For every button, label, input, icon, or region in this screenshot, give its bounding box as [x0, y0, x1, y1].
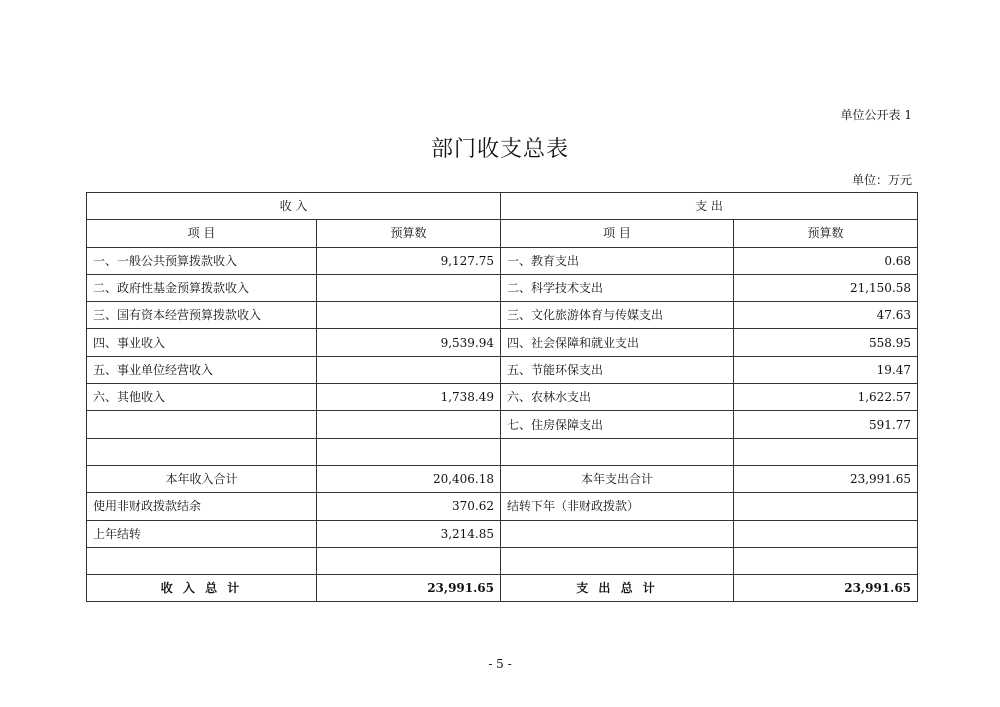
income-item: 上年结转 [87, 520, 317, 547]
income-total-value: 23,991.65 [317, 575, 501, 602]
expense-item [501, 438, 734, 465]
income-item: 使用非财政拨款结余 [87, 493, 317, 520]
expense-value: 558.95 [734, 329, 918, 356]
table-row [87, 520, 918, 547]
income-value: 9,127.75 [317, 247, 501, 274]
income-value [317, 302, 501, 329]
expense-item: 六、农林水支出 [501, 384, 734, 411]
table-row [87, 356, 918, 383]
income-value: 1,738.49 [317, 384, 501, 411]
income-value [317, 438, 501, 465]
expense-value [734, 520, 918, 547]
table-row [87, 438, 918, 465]
income-header: 收 入 [87, 193, 501, 220]
table-row [87, 411, 918, 438]
income-value: 370.62 [317, 493, 501, 520]
income-item-header: 项 目 [87, 220, 317, 247]
total-row [87, 575, 918, 602]
unit-label: 单位：万元 [851, 173, 912, 187]
page-title: 部门收支总表 [430, 137, 569, 162]
income-value: 3,214.85 [317, 520, 501, 547]
table-row [87, 329, 918, 356]
expense-item: 结转下年（非财政拨款） [501, 493, 734, 520]
expense-total-label: 支 出 总 计 [501, 575, 734, 602]
income-subtotal-value: 20,406.18 [317, 465, 501, 492]
expense-value: 21,150.58 [734, 274, 918, 301]
income-value [317, 411, 501, 438]
income-item [87, 438, 317, 465]
income-value [317, 547, 501, 574]
expense-value: 591.77 [734, 411, 918, 438]
table-row [87, 493, 918, 520]
page-number: - 5 - [488, 657, 512, 671]
income-budget-header: 预算数 [317, 220, 501, 247]
expense-item: 七、住房保障支出 [501, 411, 734, 438]
income-item: 四、事业收入 [87, 329, 317, 356]
expense-value [734, 547, 918, 574]
table-row [87, 384, 918, 411]
income-item: 一、一般公共预算拨款收入 [87, 247, 317, 274]
expense-header: 支 出 [501, 193, 918, 220]
income-item: 六、其他收入 [87, 384, 317, 411]
table-row [87, 274, 918, 301]
expense-total-value: 23,991.65 [734, 575, 918, 602]
income-item: 五、事业单位经营收入 [87, 356, 317, 383]
expense-value: 19.47 [734, 356, 918, 383]
income-item [87, 411, 317, 438]
subtotal-row [87, 465, 918, 492]
income-total-label: 收 入 总 计 [87, 575, 317, 602]
expense-item: 四、社会保障和就业支出 [501, 329, 734, 356]
income-value [317, 356, 501, 383]
expense-item: 五、节能环保支出 [501, 356, 734, 383]
expense-item-header: 项 目 [501, 220, 734, 247]
expense-item: 三、文化旅游体育与传媒支出 [501, 302, 734, 329]
income-value [317, 274, 501, 301]
expense-subtotal-value: 23,991.65 [734, 465, 918, 492]
expense-item: 二、科学技术支出 [501, 274, 734, 301]
income-item [87, 547, 317, 574]
income-value: 9,539.94 [317, 329, 501, 356]
expense-value [734, 493, 918, 520]
income-item: 二、政府性基金预算拨款收入 [87, 274, 317, 301]
table-row [87, 547, 918, 574]
column-header-row [87, 220, 918, 247]
expense-budget-header: 预算数 [734, 220, 918, 247]
income-subtotal-label: 本年收入合计 [87, 465, 317, 492]
table-row [87, 247, 918, 274]
expense-value: 0.68 [734, 247, 918, 274]
income-item: 三、国有资本经营预算拨款收入 [87, 302, 317, 329]
expense-subtotal-label: 本年支出合计 [501, 465, 734, 492]
expense-value: 47.63 [734, 302, 918, 329]
expense-item [501, 547, 734, 574]
income-expense-table [86, 192, 918, 602]
section-header-row [87, 193, 918, 220]
expense-value [734, 438, 918, 465]
table-row [87, 302, 918, 329]
form-number: 单位公开表 1 [840, 108, 912, 122]
expense-item: 一、教育支出 [501, 247, 734, 274]
expense-item [501, 520, 734, 547]
expense-value: 1,622.57 [734, 384, 918, 411]
